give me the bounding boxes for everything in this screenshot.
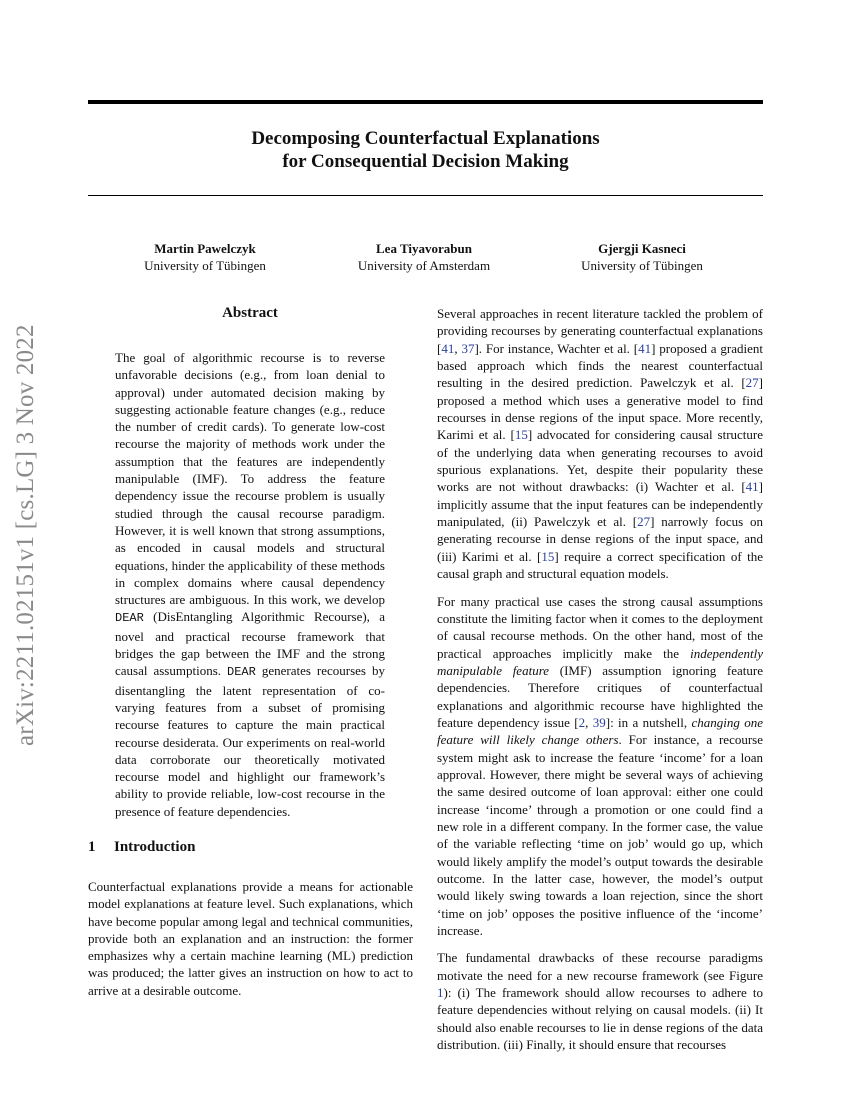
paper-title — [88, 127, 763, 173]
abstract-text: (DisEntangling Algorithmic Recourse), a novel and practical recourse framework that bridges the gap between the IMF and the strong causal assumptions. — [115, 609, 385, 679]
abstract-text: The goal of algorithmic recourse is to reverse unfavorable decisions (e.g., from loan denial to approval) under automated decision making by suggesting actionable feature changes (e.g., reduce the number of credit cards). To generate low-cost recourse the majority of methods work under the assumption that the features are independently manipulable (IMF). To address the feature dependency issue the recourse problem is usually studied through the causal recourse paradigm. However, it is well known that strong assumptions, as encoded in causal models and structural equations, hinder the applicability of these methods in complex domains where causal dependency structures are ambiguous. In this work, we develop — [115, 350, 385, 608]
text-run: , — [585, 714, 593, 730]
text-run: , — [454, 340, 462, 356]
citation-link[interactable]: 41 — [441, 340, 455, 356]
author-name: Gjergji Kasneci — [598, 241, 686, 256]
title-rule — [88, 195, 763, 196]
text-run: ): (i) The framework should allow recourses to adhere to feature dependencies without relying on causal models. (ii) It should also enable recourses to lie in dense regions of the data distribution. (iii) Finally, it should ensure that recourses — [437, 985, 763, 1053]
text-run: Several approaches in recent literature tackled the problem of providing recourses by generating counterfactual explanations [ — [437, 306, 763, 356]
citation-link[interactable]: 27 — [637, 514, 651, 530]
right-column — [437, 305, 763, 1063]
method-name: DEAR — [227, 665, 256, 680]
text-run: ]. For instance, Wachter et al. [ — [474, 340, 639, 356]
author-3 — [542, 240, 742, 274]
paragraph — [437, 949, 763, 1053]
emphasis: changing one feature will likely change others — [437, 714, 763, 748]
citation-link[interactable]: 41 — [745, 479, 759, 495]
text-run: ] require a correct specification of the causal graph and structural equation models. — [437, 548, 763, 582]
author-2 — [324, 240, 524, 274]
introduction-paragraph: Counterfactual explanations provide a means for actionable model explanations at feature level. Such explanations, which have become popular among legal and technical communities, provide both an explanation and an instruction: the former emphasizes why a certain machine learning (ML) prediction was produced; the latter gives an instruction on how to act to arrive at a desirable outcome. — [88, 879, 413, 998]
title-line-2: for Consequential Decision Making — [282, 151, 569, 172]
citation-link[interactable]: 15 — [514, 427, 528, 443]
author-block — [88, 240, 763, 280]
emphasis: independently manipulable feature — [437, 645, 763, 678]
citation-link[interactable]: 39 — [592, 714, 606, 730]
citation-link[interactable]: 37 — [461, 340, 475, 356]
text-run: (IMF) assumption ignoring feature dependencies. Therefore critiques of counterfactual explanations and algorithmic recourse have highlighted the feature dependency issue [ — [437, 662, 763, 730]
citation-link[interactable]: 2 — [578, 714, 586, 730]
text-run: ] proposed a method which uses a generative model to find recourses in dense regions of the input space. More recently, Karimi et al. [ — [437, 375, 763, 443]
paragraph — [437, 593, 763, 940]
text-run: . For instance, a recourse system might ask to increase the feature ‘income’ for a loan approval. However, there might be several ways of achieving the same desired outcome of loan approval: either one could increase ‘income’ through a promotion or one could find a new role in a different company. In the former case, the value of the variable reflecting ‘time on job’ would go up, which would likely amplify the model’s output towards the desirable outcome. In the latter case, however, the model’s output would likely swing towards a loan rejection, since the short ‘time on job’ opposes the positive influence of the ‘income’ increase. — [437, 732, 763, 939]
section-number: 1 — [88, 839, 96, 855]
title-line-1: Decomposing Counterfactual Explanations — [251, 128, 600, 149]
author-1 — [105, 240, 305, 274]
text-run: ] narrowly focus on generating recourse in dense regions of the input space, and (iii) Karimi et al. [ — [437, 514, 763, 564]
text-run: The fundamental drawbacks of these recourse paradigms motivate the need for a new recourse framework (see Figure — [437, 950, 763, 983]
method-name: DEAR — [115, 611, 144, 626]
citation-link[interactable]: 27 — [745, 375, 759, 391]
abstract-body — [115, 349, 385, 820]
author-affiliation: University of Amsterdam — [357, 258, 491, 273]
section-title: Introduction — [114, 839, 196, 855]
figure-link[interactable]: 1 — [437, 985, 444, 1001]
citation-link[interactable]: 41 — [638, 340, 652, 356]
text-run: ] implicitly assume that the input features can be independently manipulated, (ii) Pawelczyk et al. [ — [437, 479, 763, 530]
author-affiliation: University of Tübingen — [581, 258, 703, 273]
arxiv-identifier[interactable]: arXiv:2211.02151v1 [cs.LG] 3 Nov 2022 — [12, 324, 39, 746]
abstract-text: generates recourses by disentangling the latent representation of co-varying features from a subset of promising recourse features to capture the main practical recourse desiderata. Our experiments on real-world data corroborate our theoretically motivated recourse model and highlight our framework’s ability to provide reliable, low-cost recourse in the presence of feature dependencies. — [115, 663, 385, 819]
author-name: Lea Tiyavorabun — [376, 241, 472, 256]
citation-link[interactable]: 15 — [541, 548, 555, 564]
text-run: ] advocated for considering causal structure of the underlying data when generating recourses to avoid spurious explanations. Yet, despite their popularity these works are not without drawbacks: (i) Wachter et al. [ — [437, 427, 763, 495]
author-affiliation: University of Tübingen — [144, 258, 266, 273]
author-name: Martin Pawelczyk — [154, 241, 256, 256]
text-run: For many practical use cases the strong causal assumptions constitute the limiting factor when it comes to the deployment of causal recourse methods. On the other hand, most of the practical approaches implicitly make the — [437, 593, 763, 661]
text-run: ]: in a nutshell, — [605, 714, 692, 730]
text-run: ] proposed a gradient based approach which finds the nearest counterfactual resulting in the desired prediction. Pawelczyk et al. [ — [437, 340, 764, 391]
section-heading-introduction — [88, 839, 195, 856]
paragraph — [437, 305, 763, 583]
top-rule — [88, 100, 763, 104]
abstract-heading: Abstract — [222, 305, 278, 321]
